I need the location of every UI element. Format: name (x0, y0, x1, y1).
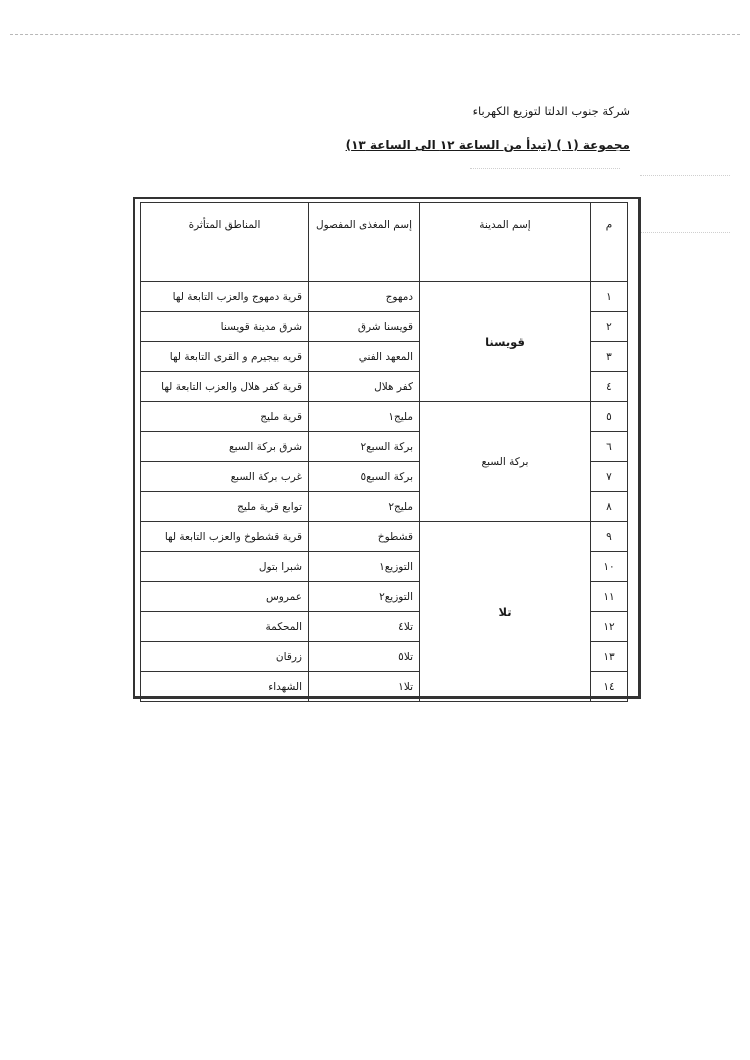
affected-area: قرية دمهوج والعزب التابعة لها (141, 282, 309, 312)
affected-area: قرية قشطوخ والعزب التابعة لها (141, 522, 309, 552)
table-header-row (141, 203, 628, 282)
scan-top-line (10, 34, 740, 35)
affected-area: قرية مليج (141, 402, 309, 432)
row-number: ٦ (591, 432, 628, 462)
feeder-name: قويسنا شرق (309, 312, 420, 342)
row-number: ٥ (591, 402, 628, 432)
header-num: م (591, 203, 628, 282)
scan-mark (640, 175, 730, 176)
affected-area: عمروس (141, 582, 309, 612)
feeder-name: بركة السبع٥ (309, 462, 420, 492)
row-number: ١٠ (591, 552, 628, 582)
row-number: ٨ (591, 492, 628, 522)
affected-area: زرقان (141, 642, 309, 672)
row-number: ١١ (591, 582, 628, 612)
feeder-name: تلا١ (309, 672, 420, 702)
table-row (141, 522, 628, 552)
city-name: بركة السبع (420, 402, 591, 522)
affected-area: شرق بركة السبع (141, 432, 309, 462)
row-number: ٧ (591, 462, 628, 492)
scan-mark (640, 232, 730, 233)
affected-area: المحكمة (141, 612, 309, 642)
feeder-name: مليج١ (309, 402, 420, 432)
row-number: ١ (591, 282, 628, 312)
scan-mark (470, 168, 620, 169)
header-areas: المناطق المتأثرة (141, 203, 309, 282)
row-number: ١٣ (591, 642, 628, 672)
table-row (141, 282, 628, 312)
feeder-name: التوزيع١ (309, 552, 420, 582)
group-title: مجموعة (١ ) (تبدأ من الساعة ١٢ الى الساعة ١٣) (345, 138, 630, 152)
feeder-name: دمهوج (309, 282, 420, 312)
affected-area: شرق مدينة قويسنا (141, 312, 309, 342)
affected-area: قرية كفر هلال والعزب التابعة لها (141, 372, 309, 402)
row-number: ٤ (591, 372, 628, 402)
affected-area: غرب بركة السبع (141, 462, 309, 492)
feeder-name: التوزيع٢ (309, 582, 420, 612)
feeder-name: المعهد الفني (309, 342, 420, 372)
row-number: ٣ (591, 342, 628, 372)
city-name: قويسنا (420, 282, 591, 402)
company-name: شركة جنوب الدلتا لتوزيع الكهرباء (472, 104, 630, 118)
affected-area: توابع قرية مليج (141, 492, 309, 522)
affected-area: شبرا بتول (141, 552, 309, 582)
affected-area: الشهداء (141, 672, 309, 702)
row-number: ٩ (591, 522, 628, 552)
table-row (141, 402, 628, 432)
row-number: ١٢ (591, 612, 628, 642)
header-city: إسم المدينة (420, 203, 591, 282)
row-number: ١٤ (591, 672, 628, 702)
feeder-name: بركة السبع٢ (309, 432, 420, 462)
feeder-name: تلا٥ (309, 642, 420, 672)
feeder-name: تلا٤ (309, 612, 420, 642)
feeder-name: قشطوخ (309, 522, 420, 552)
affected-area: قريه بيجيرم و القرى التابعة لها (141, 342, 309, 372)
feeder-name: كفر هلال (309, 372, 420, 402)
city-name: تلا (420, 522, 591, 702)
feeder-name: مليج٢ (309, 492, 420, 522)
header-feeder: إسم المغذى المفصول (309, 203, 420, 282)
outage-schedule-table (140, 202, 628, 702)
row-number: ٢ (591, 312, 628, 342)
